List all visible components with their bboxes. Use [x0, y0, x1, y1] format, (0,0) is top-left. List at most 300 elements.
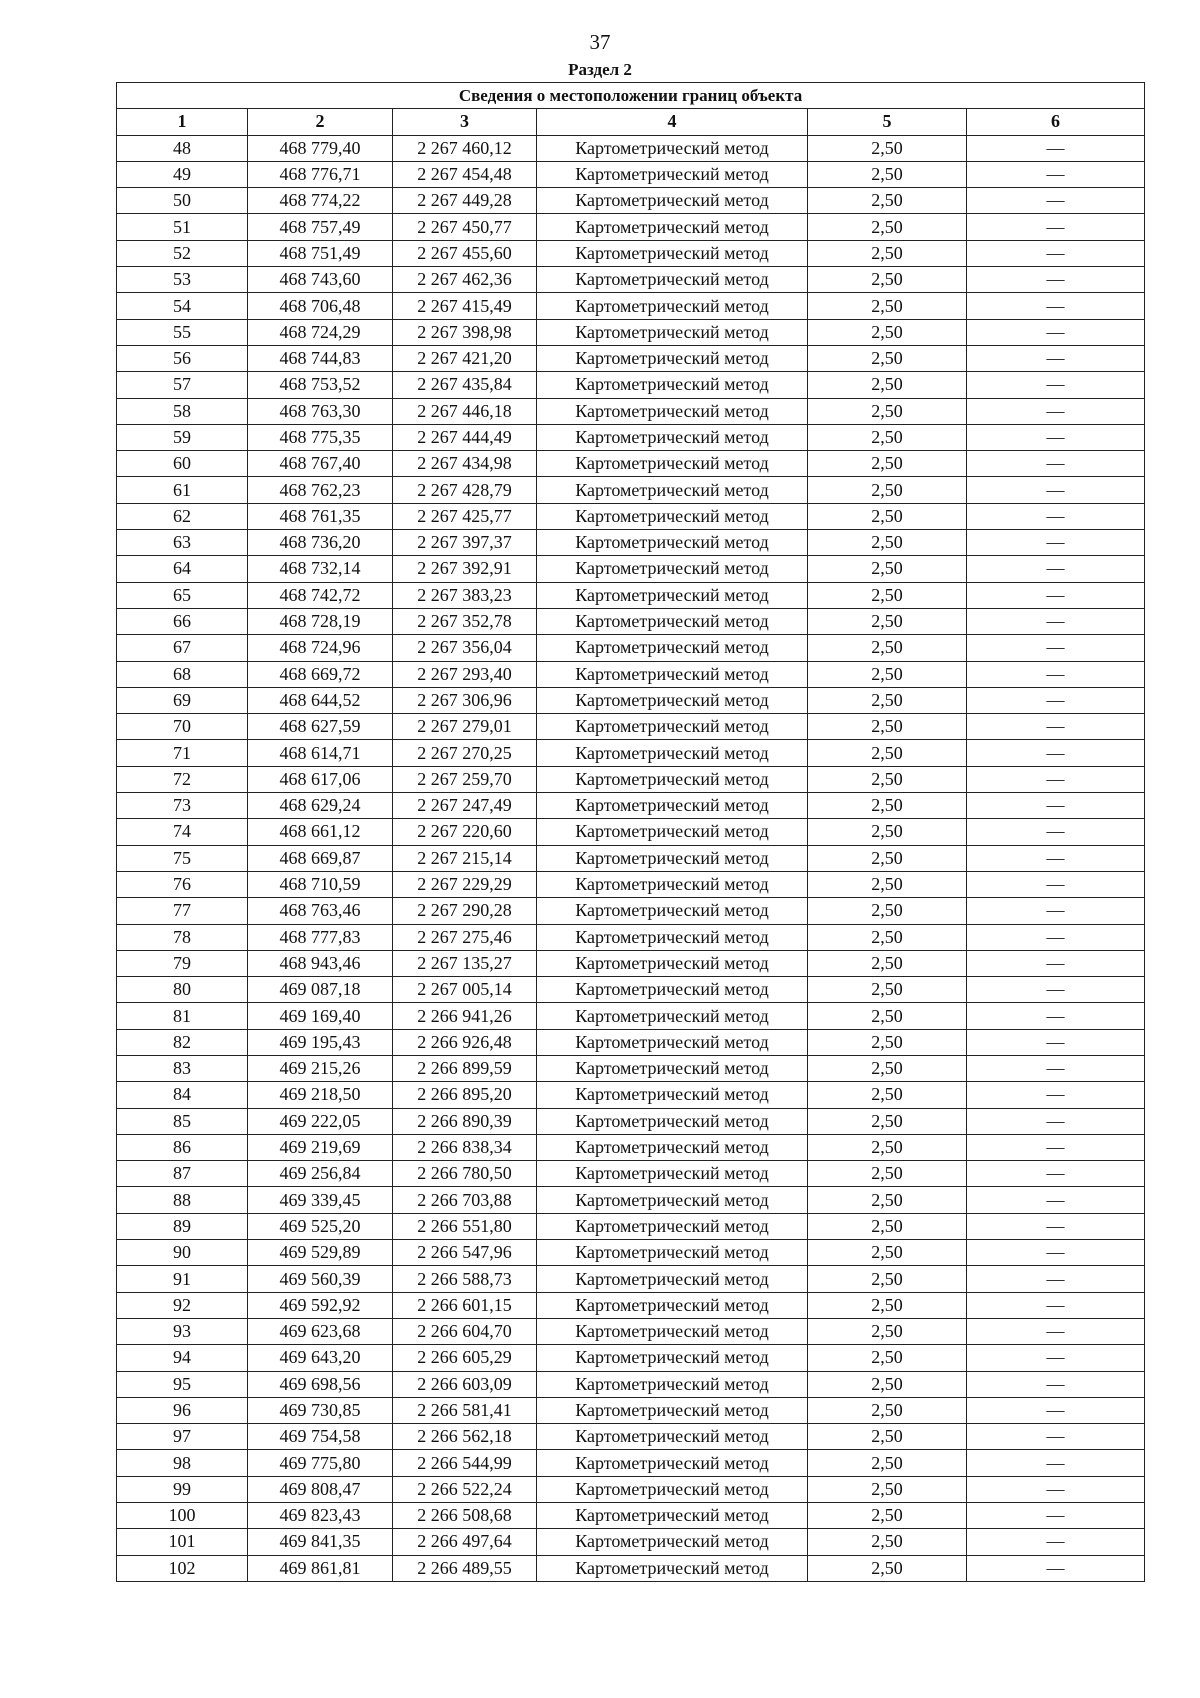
x-coordinate-cell: 468 629,24	[248, 793, 393, 819]
table-row	[117, 372, 1145, 398]
table-row	[117, 1161, 1145, 1187]
point-number-cell: 50	[117, 188, 248, 214]
method-cell: Картометрический метод	[537, 267, 808, 293]
accuracy-cell: 2,50	[808, 1503, 967, 1529]
column-header: 2	[248, 109, 393, 135]
accuracy-cell: 2,50	[808, 477, 967, 503]
x-coordinate-cell: 468 736,20	[248, 530, 393, 556]
point-number-cell: 63	[117, 530, 248, 556]
x-coordinate-cell: 468 943,46	[248, 950, 393, 976]
point-number-cell: 61	[117, 477, 248, 503]
point-number-cell: 102	[117, 1555, 248, 1581]
point-number-cell: 76	[117, 871, 248, 897]
method-cell: Картометрический метод	[537, 871, 808, 897]
point-number-cell: 48	[117, 135, 248, 161]
table-body	[117, 135, 1145, 1581]
x-coordinate-cell: 468 751,49	[248, 240, 393, 266]
x-coordinate-cell: 468 763,30	[248, 398, 393, 424]
x-coordinate-cell: 468 724,96	[248, 635, 393, 661]
description-cell: —	[967, 1292, 1145, 1318]
x-coordinate-cell: 468 742,72	[248, 582, 393, 608]
point-number-cell: 92	[117, 1292, 248, 1318]
page-number: 37	[589, 30, 611, 54]
y-coordinate-cell: 2 267 383,23	[393, 582, 537, 608]
accuracy-cell: 2,50	[808, 1161, 967, 1187]
point-number-cell: 101	[117, 1529, 248, 1555]
method-cell: Картометрический метод	[537, 1318, 808, 1344]
method-cell: Картометрический метод	[537, 635, 808, 661]
accuracy-cell: 2,50	[808, 1029, 967, 1055]
y-coordinate-cell: 2 267 398,98	[393, 319, 537, 345]
description-cell: —	[967, 214, 1145, 240]
table-row	[117, 1003, 1145, 1029]
y-coordinate-cell: 2 266 895,20	[393, 1082, 537, 1108]
accuracy-cell: 2,50	[808, 372, 967, 398]
x-coordinate-cell: 469 219,69	[248, 1134, 393, 1160]
accuracy-cell: 2,50	[808, 1371, 967, 1397]
accuracy-cell: 2,50	[808, 1476, 967, 1502]
accuracy-cell: 2,50	[808, 188, 967, 214]
x-coordinate-cell: 468 776,71	[248, 161, 393, 187]
table-caption: Сведения о местоположении границ объекта	[117, 83, 1145, 109]
table-row	[117, 1082, 1145, 1108]
column-header: 6	[967, 109, 1145, 135]
point-number-cell: 64	[117, 556, 248, 582]
method-cell: Картометрический метод	[537, 1503, 808, 1529]
description-cell: —	[967, 845, 1145, 871]
table-row	[117, 1529, 1145, 1555]
description-cell: —	[967, 345, 1145, 371]
description-cell: —	[967, 1187, 1145, 1213]
y-coordinate-cell: 2 267 450,77	[393, 214, 537, 240]
table-row	[117, 1108, 1145, 1134]
method-cell: Картометрический метод	[537, 1555, 808, 1581]
accuracy-cell: 2,50	[808, 267, 967, 293]
y-coordinate-cell: 2 267 279,01	[393, 714, 537, 740]
method-cell: Картометрический метод	[537, 1134, 808, 1160]
description-cell: —	[967, 556, 1145, 582]
table-row	[117, 1476, 1145, 1502]
accuracy-cell: 2,50	[808, 503, 967, 529]
description-cell: —	[967, 871, 1145, 897]
accuracy-cell: 2,50	[808, 556, 967, 582]
x-coordinate-cell: 469 169,40	[248, 1003, 393, 1029]
point-number-cell: 84	[117, 1082, 248, 1108]
description-cell: —	[967, 950, 1145, 976]
x-coordinate-cell: 468 777,83	[248, 924, 393, 950]
accuracy-cell: 2,50	[808, 319, 967, 345]
method-cell: Картометрический метод	[537, 1397, 808, 1423]
description-cell: —	[967, 635, 1145, 661]
table-row	[117, 161, 1145, 187]
accuracy-cell: 2,50	[808, 240, 967, 266]
description-cell: —	[967, 477, 1145, 503]
accuracy-cell: 2,50	[808, 740, 967, 766]
method-cell: Картометрический метод	[537, 1424, 808, 1450]
method-cell: Картометрический метод	[537, 1476, 808, 1502]
accuracy-cell: 2,50	[808, 161, 967, 187]
table-row	[117, 424, 1145, 450]
x-coordinate-cell: 469 222,05	[248, 1108, 393, 1134]
y-coordinate-cell: 2 266 508,68	[393, 1503, 537, 1529]
y-coordinate-cell: 2 267 247,49	[393, 793, 537, 819]
accuracy-cell: 2,50	[808, 1134, 967, 1160]
x-coordinate-cell: 469 643,20	[248, 1345, 393, 1371]
description-cell: —	[967, 1161, 1145, 1187]
x-coordinate-cell: 469 592,92	[248, 1292, 393, 1318]
description-cell: —	[967, 424, 1145, 450]
x-coordinate-cell: 468 744,83	[248, 345, 393, 371]
accuracy-cell: 2,50	[808, 766, 967, 792]
description-cell: —	[967, 1476, 1145, 1502]
point-number-cell: 60	[117, 451, 248, 477]
table-row	[117, 1555, 1145, 1581]
description-cell: —	[967, 372, 1145, 398]
column-header: 1	[117, 109, 248, 135]
boundary-coordinates-table	[116, 82, 1145, 1582]
table-row	[117, 135, 1145, 161]
y-coordinate-cell: 2 267 421,20	[393, 345, 537, 371]
x-coordinate-cell: 469 861,81	[248, 1555, 393, 1581]
x-coordinate-cell: 469 339,45	[248, 1187, 393, 1213]
method-cell: Картометрический метод	[537, 1213, 808, 1239]
point-number-cell: 91	[117, 1266, 248, 1292]
accuracy-cell: 2,50	[808, 1529, 967, 1555]
point-number-cell: 97	[117, 1424, 248, 1450]
y-coordinate-cell: 2 266 604,70	[393, 1318, 537, 1344]
point-number-cell: 54	[117, 293, 248, 319]
y-coordinate-cell: 2 266 703,88	[393, 1187, 537, 1213]
method-cell: Картометрический метод	[537, 1029, 808, 1055]
table-row	[117, 635, 1145, 661]
point-number-cell: 73	[117, 793, 248, 819]
description-cell: —	[967, 740, 1145, 766]
x-coordinate-cell: 468 669,87	[248, 845, 393, 871]
method-cell: Картометрический метод	[537, 845, 808, 871]
point-number-cell: 89	[117, 1213, 248, 1239]
accuracy-cell: 2,50	[808, 661, 967, 687]
table-row	[117, 345, 1145, 371]
point-number-cell: 85	[117, 1108, 248, 1134]
accuracy-cell: 2,50	[808, 608, 967, 634]
y-coordinate-cell: 2 266 899,59	[393, 1055, 537, 1081]
y-coordinate-cell: 2 267 005,14	[393, 977, 537, 1003]
method-cell: Картометрический метод	[537, 924, 808, 950]
accuracy-cell: 2,50	[808, 293, 967, 319]
point-number-cell: 66	[117, 608, 248, 634]
table-row	[117, 1292, 1145, 1318]
accuracy-cell: 2,50	[808, 135, 967, 161]
point-number-cell: 96	[117, 1397, 248, 1423]
y-coordinate-cell: 2 266 926,48	[393, 1029, 537, 1055]
table-row	[117, 1503, 1145, 1529]
description-cell: —	[967, 1082, 1145, 1108]
table-row	[117, 1424, 1145, 1450]
description-cell: —	[967, 293, 1145, 319]
accuracy-cell: 2,50	[808, 687, 967, 713]
table-row	[117, 661, 1145, 687]
point-number-cell: 65	[117, 582, 248, 608]
method-cell: Картометрический метод	[537, 424, 808, 450]
table-row	[117, 1266, 1145, 1292]
table-row	[117, 898, 1145, 924]
y-coordinate-cell: 2 267 352,78	[393, 608, 537, 634]
description-cell: —	[967, 1397, 1145, 1423]
table-row	[117, 1134, 1145, 1160]
x-coordinate-cell: 468 614,71	[248, 740, 393, 766]
table-row	[117, 503, 1145, 529]
description-cell: —	[967, 1266, 1145, 1292]
x-coordinate-cell: 469 623,68	[248, 1318, 393, 1344]
y-coordinate-cell: 2 267 435,84	[393, 372, 537, 398]
x-coordinate-cell: 468 627,59	[248, 714, 393, 740]
y-coordinate-cell: 2 266 562,18	[393, 1424, 537, 1450]
y-coordinate-cell: 2 267 356,04	[393, 635, 537, 661]
accuracy-cell: 2,50	[808, 1003, 967, 1029]
accuracy-cell: 2,50	[808, 1108, 967, 1134]
table-caption-row	[117, 83, 1145, 109]
table-row	[117, 1397, 1145, 1423]
accuracy-cell: 2,50	[808, 1450, 967, 1476]
x-coordinate-cell: 468 757,49	[248, 214, 393, 240]
accuracy-cell: 2,50	[808, 398, 967, 424]
point-number-cell: 56	[117, 345, 248, 371]
y-coordinate-cell: 2 267 215,14	[393, 845, 537, 871]
y-coordinate-cell: 2 267 229,29	[393, 871, 537, 897]
description-cell: —	[967, 1003, 1145, 1029]
x-coordinate-cell: 469 698,56	[248, 1371, 393, 1397]
x-coordinate-cell: 469 775,80	[248, 1450, 393, 1476]
x-coordinate-cell: 469 218,50	[248, 1082, 393, 1108]
method-cell: Картометрический метод	[537, 319, 808, 345]
accuracy-cell: 2,50	[808, 793, 967, 819]
method-cell: Картометрический метод	[537, 661, 808, 687]
method-cell: Картометрический метод	[537, 687, 808, 713]
accuracy-cell: 2,50	[808, 1397, 967, 1423]
accuracy-cell: 2,50	[808, 950, 967, 976]
x-coordinate-cell: 468 732,14	[248, 556, 393, 582]
accuracy-cell: 2,50	[808, 345, 967, 371]
method-cell: Картометрический метод	[537, 1240, 808, 1266]
point-number-cell: 49	[117, 161, 248, 187]
table-row	[117, 556, 1145, 582]
table-row	[117, 687, 1145, 713]
table-row	[117, 1345, 1145, 1371]
description-cell: —	[967, 1055, 1145, 1081]
method-cell: Картометрический метод	[537, 1371, 808, 1397]
description-cell: —	[967, 319, 1145, 345]
point-number-cell: 53	[117, 267, 248, 293]
description-cell: —	[967, 793, 1145, 819]
method-cell: Картометрический метод	[537, 1529, 808, 1555]
table-row	[117, 398, 1145, 424]
table-row	[117, 845, 1145, 871]
point-number-cell: 57	[117, 372, 248, 398]
table-row	[117, 188, 1145, 214]
accuracy-cell: 2,50	[808, 1318, 967, 1344]
table-row	[117, 1187, 1145, 1213]
method-cell: Картометрический метод	[537, 1055, 808, 1081]
x-coordinate-cell: 469 529,89	[248, 1240, 393, 1266]
method-cell: Картометрический метод	[537, 1108, 808, 1134]
y-coordinate-cell: 2 266 544,99	[393, 1450, 537, 1476]
table-row	[117, 319, 1145, 345]
point-number-cell: 52	[117, 240, 248, 266]
method-cell: Картометрический метод	[537, 714, 808, 740]
x-coordinate-cell: 468 753,52	[248, 372, 393, 398]
point-number-cell: 77	[117, 898, 248, 924]
description-cell: —	[967, 503, 1145, 529]
y-coordinate-cell: 2 267 434,98	[393, 451, 537, 477]
y-coordinate-cell: 2 267 415,49	[393, 293, 537, 319]
x-coordinate-cell: 469 087,18	[248, 977, 393, 1003]
y-coordinate-cell: 2 266 522,24	[393, 1476, 537, 1502]
method-cell: Картометрический метод	[537, 530, 808, 556]
y-coordinate-cell: 2 266 603,09	[393, 1371, 537, 1397]
description-cell: —	[967, 135, 1145, 161]
x-coordinate-cell: 468 743,60	[248, 267, 393, 293]
x-coordinate-cell: 468 644,52	[248, 687, 393, 713]
table-row	[117, 793, 1145, 819]
method-cell: Картометрический метод	[537, 556, 808, 582]
accuracy-cell: 2,50	[808, 1266, 967, 1292]
x-coordinate-cell: 469 195,43	[248, 1029, 393, 1055]
description-cell: —	[967, 661, 1145, 687]
table-row	[117, 871, 1145, 897]
y-coordinate-cell: 2 266 941,26	[393, 1003, 537, 1029]
point-number-cell: 90	[117, 1240, 248, 1266]
table-row	[117, 977, 1145, 1003]
y-coordinate-cell: 2 267 444,49	[393, 424, 537, 450]
y-coordinate-cell: 2 267 454,48	[393, 161, 537, 187]
table-row	[117, 740, 1145, 766]
point-number-cell: 74	[117, 819, 248, 845]
point-number-cell: 93	[117, 1318, 248, 1344]
description-cell: —	[967, 1450, 1145, 1476]
point-number-cell: 86	[117, 1134, 248, 1160]
description-cell: —	[967, 1424, 1145, 1450]
y-coordinate-cell: 2 267 428,79	[393, 477, 537, 503]
y-coordinate-cell: 2 267 455,60	[393, 240, 537, 266]
x-coordinate-cell: 468 724,29	[248, 319, 393, 345]
method-cell: Картометрический метод	[537, 766, 808, 792]
method-cell: Картометрический метод	[537, 1003, 808, 1029]
description-cell: —	[967, 1555, 1145, 1581]
point-number-cell: 87	[117, 1161, 248, 1187]
x-coordinate-cell: 469 754,58	[248, 1424, 393, 1450]
table-row	[117, 1213, 1145, 1239]
description-cell: —	[967, 240, 1145, 266]
x-coordinate-cell: 468 669,72	[248, 661, 393, 687]
x-coordinate-cell: 468 767,40	[248, 451, 393, 477]
y-coordinate-cell: 2 266 497,64	[393, 1529, 537, 1555]
y-coordinate-cell: 2 267 460,12	[393, 135, 537, 161]
method-cell: Картометрический метод	[537, 793, 808, 819]
y-coordinate-cell: 2 267 446,18	[393, 398, 537, 424]
accuracy-cell: 2,50	[808, 871, 967, 897]
point-number-cell: 83	[117, 1055, 248, 1081]
accuracy-cell: 2,50	[808, 635, 967, 661]
point-number-cell: 67	[117, 635, 248, 661]
point-number-cell: 81	[117, 1003, 248, 1029]
accuracy-cell: 2,50	[808, 819, 967, 845]
y-coordinate-cell: 2 266 780,50	[393, 1161, 537, 1187]
description-cell: —	[967, 819, 1145, 845]
method-cell: Картометрический метод	[537, 214, 808, 240]
table-row	[117, 530, 1145, 556]
table-row	[117, 950, 1145, 976]
description-cell: —	[967, 1029, 1145, 1055]
column-number-row	[117, 109, 1145, 135]
accuracy-cell: 2,50	[808, 1424, 967, 1450]
description-cell: —	[967, 766, 1145, 792]
method-cell: Картометрический метод	[537, 898, 808, 924]
column-header: 5	[808, 109, 967, 135]
description-cell: —	[967, 1371, 1145, 1397]
table-row	[117, 293, 1145, 319]
accuracy-cell: 2,50	[808, 977, 967, 1003]
x-coordinate-cell: 469 525,20	[248, 1213, 393, 1239]
point-number-cell: 55	[117, 319, 248, 345]
point-number-cell: 62	[117, 503, 248, 529]
accuracy-cell: 2,50	[808, 451, 967, 477]
point-number-cell: 70	[117, 714, 248, 740]
point-number-cell: 78	[117, 924, 248, 950]
y-coordinate-cell: 2 266 547,96	[393, 1240, 537, 1266]
method-cell: Картометрический метод	[537, 1161, 808, 1187]
y-coordinate-cell: 2 267 449,28	[393, 188, 537, 214]
y-coordinate-cell: 2 266 581,41	[393, 1397, 537, 1423]
column-header: 4	[537, 109, 808, 135]
x-coordinate-cell: 469 215,26	[248, 1055, 393, 1081]
description-cell: —	[967, 1134, 1145, 1160]
method-cell: Картометрический метод	[537, 608, 808, 634]
y-coordinate-cell: 2 267 397,37	[393, 530, 537, 556]
section-title: Раздел 2	[568, 60, 632, 79]
table-row	[117, 1029, 1145, 1055]
table-row	[117, 1318, 1145, 1344]
description-cell: —	[967, 398, 1145, 424]
table-row	[117, 924, 1145, 950]
point-number-cell: 88	[117, 1187, 248, 1213]
point-number-cell: 82	[117, 1029, 248, 1055]
point-number-cell: 99	[117, 1476, 248, 1502]
accuracy-cell: 2,50	[808, 1082, 967, 1108]
method-cell: Картометрический метод	[537, 293, 808, 319]
y-coordinate-cell: 2 267 392,91	[393, 556, 537, 582]
method-cell: Картометрический метод	[537, 1266, 808, 1292]
y-coordinate-cell: 2 266 601,15	[393, 1292, 537, 1318]
point-number-cell: 51	[117, 214, 248, 240]
x-coordinate-cell: 469 730,85	[248, 1397, 393, 1423]
table-row	[117, 214, 1145, 240]
y-coordinate-cell: 2 266 838,34	[393, 1134, 537, 1160]
point-number-cell: 58	[117, 398, 248, 424]
method-cell: Картометрический метод	[537, 398, 808, 424]
point-number-cell: 80	[117, 977, 248, 1003]
point-number-cell: 72	[117, 766, 248, 792]
point-number-cell: 69	[117, 687, 248, 713]
description-cell: —	[967, 451, 1145, 477]
accuracy-cell: 2,50	[808, 898, 967, 924]
method-cell: Картометрический метод	[537, 1292, 808, 1318]
column-header: 3	[393, 109, 537, 135]
point-number-cell: 79	[117, 950, 248, 976]
y-coordinate-cell: 2 267 462,36	[393, 267, 537, 293]
method-cell: Картометрический метод	[537, 1082, 808, 1108]
y-coordinate-cell: 2 267 259,70	[393, 766, 537, 792]
method-cell: Картометрический метод	[537, 1450, 808, 1476]
